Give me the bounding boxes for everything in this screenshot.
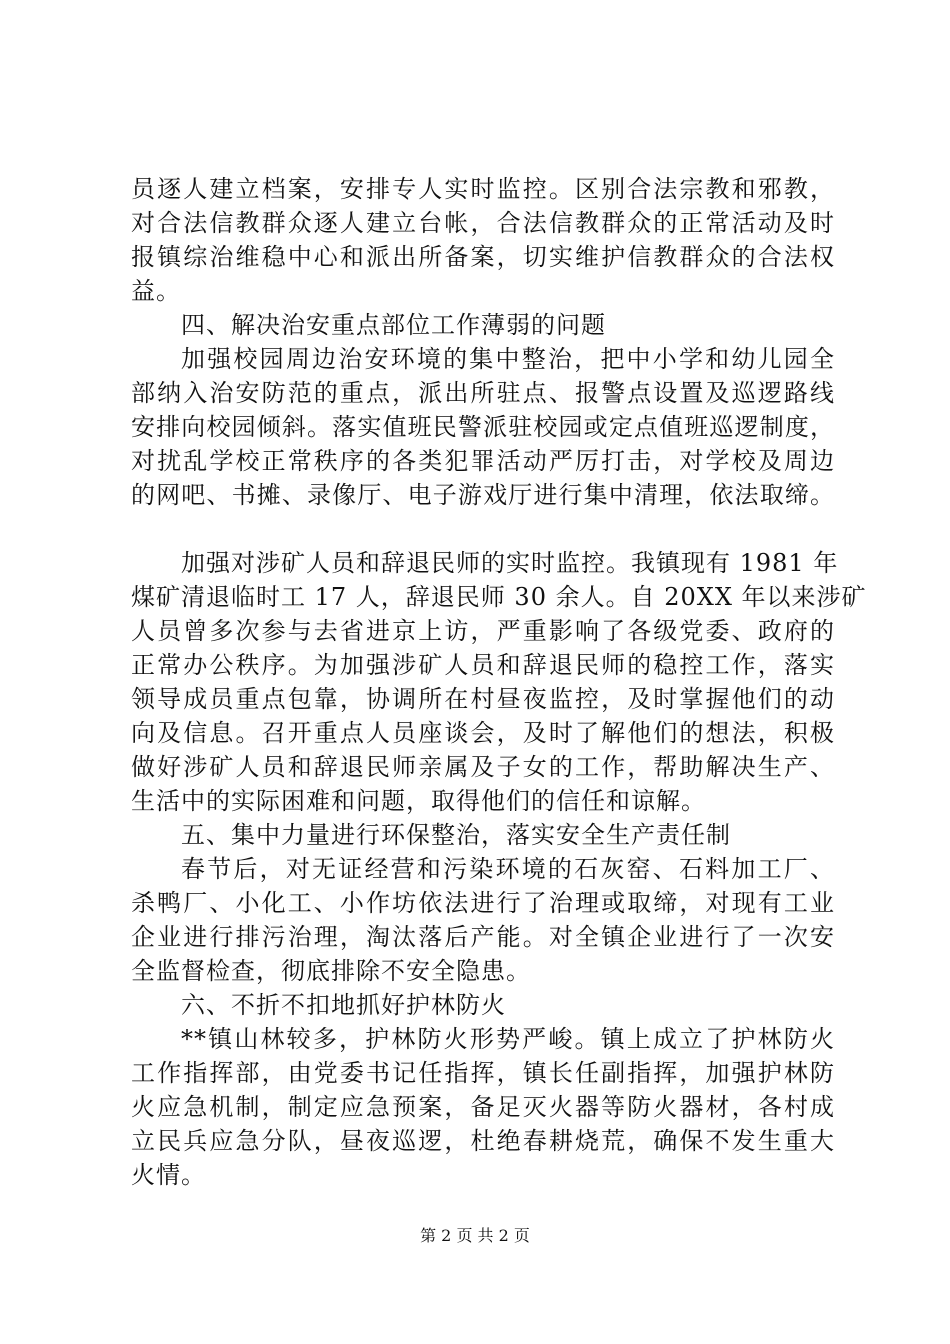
- text-line: 煤矿清退临时工 17 人，辞退民师 30 余人。自 20XX 年以来涉矿: [131, 583, 867, 611]
- text-line: 对合法信教群众逐人建立台帐，合法信教群众的正常活动及时: [131, 209, 835, 237]
- text-line: 对扰乱学校正常秩序的各类犯罪活动严厉打击，对学校及周边: [131, 447, 835, 475]
- text-line: **镇山林较多，护林防火形势严峻。镇上成立了护林防火: [181, 1025, 835, 1053]
- text-line: 安排向校园倾斜。落实值班民警派驻校园或定点值班巡逻制度，: [131, 413, 835, 441]
- text-line: 领导成员重点包靠，协调所在村昼夜监控，及时掌握他们的动: [131, 685, 835, 713]
- text-line: 部纳入治安防范的重点，派出所驻点、报警点设置及巡逻路线: [131, 379, 835, 407]
- text-line: 正常办公秩序。为加强涉矿人员和辞退民师的稳控工作，落实: [131, 651, 835, 679]
- text-line: 的网吧、书摊、录像厅、电子游戏厅进行集中清理，依法取缔。: [131, 481, 835, 509]
- text-line: 工作指挥部，由党委书记任指挥，镇长任副指挥，加强护林防: [131, 1059, 835, 1087]
- text-line: 加强校园周边治安环境的集中整治，把中小学和幼儿园全: [181, 345, 835, 373]
- text-line: 火应急机制，制定应急预案，备足灭火器等防火器材，各村成: [131, 1093, 835, 1121]
- text-line: 人员曾多次参与去省进京上访，严重影响了各级党委、政府的: [131, 617, 835, 645]
- section-heading: 四、解决治安重点部位工作薄弱的问题: [181, 311, 606, 339]
- document-body: [131, 172, 867, 1192]
- text-line: 立民兵应急分队，昼夜巡逻，杜绝春耕烧荒，确保不发生重大: [131, 1127, 835, 1155]
- text-line: 员逐人建立档案，安排专人实时监控。区别合法宗教和邪教，: [131, 175, 835, 203]
- section-heading: 五、集中力量进行环保整治，落实安全生产责任制: [181, 821, 731, 849]
- paragraph-gap: [131, 512, 835, 546]
- text-line: 做好涉矿人员和辞退民师亲属及子女的工作，帮助解决生产、: [131, 753, 835, 781]
- section-heading: 六、不折不扣地抓好护林防火: [181, 991, 506, 1019]
- text-line: 生活中的实际困难和问题，取得他们的信任和谅解。: [131, 787, 706, 815]
- text-line: 向及信息。召开重点人员座谈会，及时了解他们的想法，积极: [131, 719, 835, 747]
- text-line: 春节后，对无证经营和污染环境的石灰窑、石料加工厂、: [181, 855, 835, 883]
- text-line: 加强对涉矿人员和辞退民师的实时监控。我镇现有 1981 年: [181, 549, 839, 577]
- text-line: 企业进行排污治理，淘汰落后产能。对全镇企业进行了一次安: [131, 923, 835, 951]
- text-line: 火情。: [131, 1161, 206, 1189]
- text-line: 益。: [131, 277, 181, 305]
- page-footer: 第 2 页 共 2 页: [420, 1226, 530, 1245]
- text-line: 全监督检查，彻底排除不安全隐患。: [131, 957, 531, 985]
- text-line: 报镇综治维稳中心和派出所备案，切实维护信教群众的合法权: [131, 243, 835, 271]
- text-line: 杀鸭厂、小化工、小作坊依法进行了治理或取缔，对现有工业: [131, 889, 835, 917]
